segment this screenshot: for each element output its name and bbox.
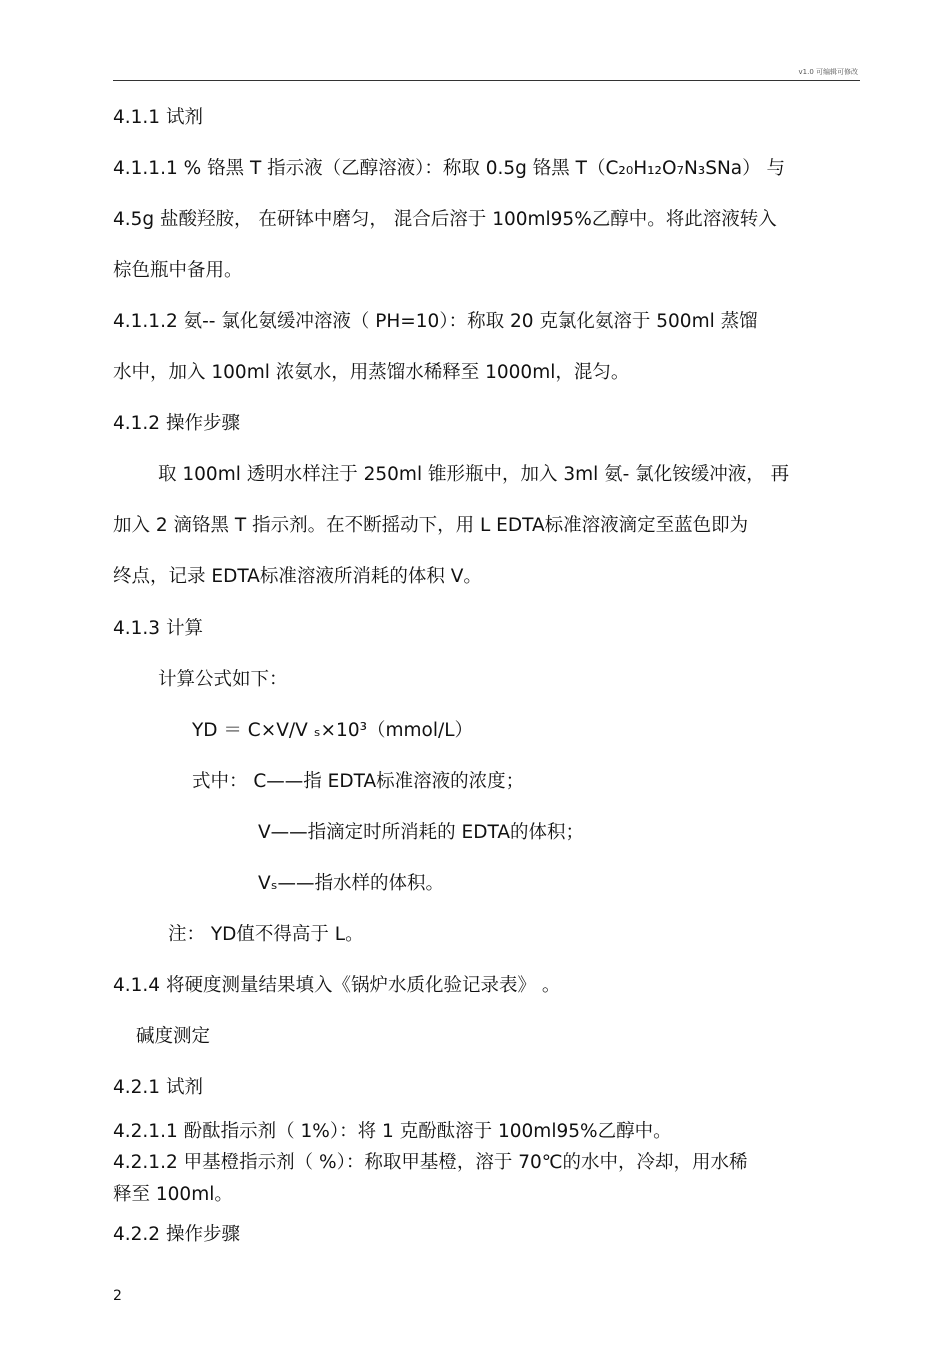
heading-4-2-1: 4.2.1 试剂 [113, 1077, 203, 1098]
heading-4-1-1: 4.1.1 试剂 [113, 107, 203, 128]
para-procedure-line3: 终点，记录 EDTA标准溶液所消耗的体积 V。 [113, 566, 482, 587]
para-procedure-line1: 取 100ml 透明水样注于 250ml 锥形瓶中，加入 3ml 氨- 氯化铵缓冲液， 再 [158, 464, 790, 485]
para-4-1-1-1-line1: 4.1.1.1 % 铬黑 T 指示液（乙醇溶液）：称取 0.5g 铬黑 T（C₂₀H₁₂O₇N₃SNa） 与 [113, 158, 786, 179]
para-4-2-1-2-line1: 4.2.1.2 甲基橙指示剂（ %）：称取甲基橙，溶于 70℃的水中，冷却，用水稀 [113, 1152, 748, 1173]
formula-intro: 计算公式如下： [158, 669, 288, 690]
header-version-text: v1.0 可编辑可修改 [798, 68, 858, 76]
page-number: 2 [113, 1288, 122, 1304]
heading-4-2-2: 4.2.2 操作步骤 [113, 1224, 240, 1245]
para-4-1-4: 4.1.4 将硬度测量结果填入《锅炉水质化验记录表》 。 [113, 975, 561, 996]
note-yd: 注： YD值不得高于 L。 [168, 924, 364, 945]
para-4-2-1-2-line2: 释至 100ml。 [113, 1184, 233, 1205]
formula-yd: YD ＝ C×V/V ₛ×10³（mmol/L） [192, 720, 474, 741]
header-rule [113, 80, 860, 81]
para-procedure-line2: 加入 2 滴铬黑 T 指示剂。在不断摇动下，用 L EDTA标准溶液滴定至蓝色即为 [113, 515, 749, 536]
para-4-1-1-2-line1: 4.1.1.2 氨-- 氯化氨缓冲溶液（ PH=10）：称取 20 克氯化氨溶于 500ml 蒸馏 [113, 311, 758, 332]
formula-def-v: V——指滴定时所消耗的 EDTA的体积； [258, 822, 584, 843]
para-4-2-1-1: 4.2.1.1 酚酞指示剂（ 1%）：将 1 克酚酞溶于 100ml95%乙醇中。 [113, 1121, 672, 1142]
heading-4-1-3: 4.1.3 计算 [113, 618, 203, 639]
heading-4-1-2: 4.1.2 操作步骤 [113, 413, 240, 434]
para-4-1-1-1-line3: 棕色瓶中备用。 [113, 260, 243, 281]
formula-def-vs: Vₛ——指水样的体积。 [258, 873, 445, 894]
para-4-1-1-2-line2: 水中，加入 100ml 浓氨水，用蒸馏水稀释至 1000ml，混匀。 [113, 362, 630, 383]
heading-alkalinity: 碱度测定 [136, 1026, 211, 1047]
para-4-1-1-1-line2: 4.5g 盐酸羟胺， 在研钵中磨匀， 混合后溶于 100ml95%乙醇中。将此溶液转入 [113, 209, 777, 230]
formula-def-c: 式中： C——指 EDTA标准溶液的浓度； [192, 771, 525, 792]
